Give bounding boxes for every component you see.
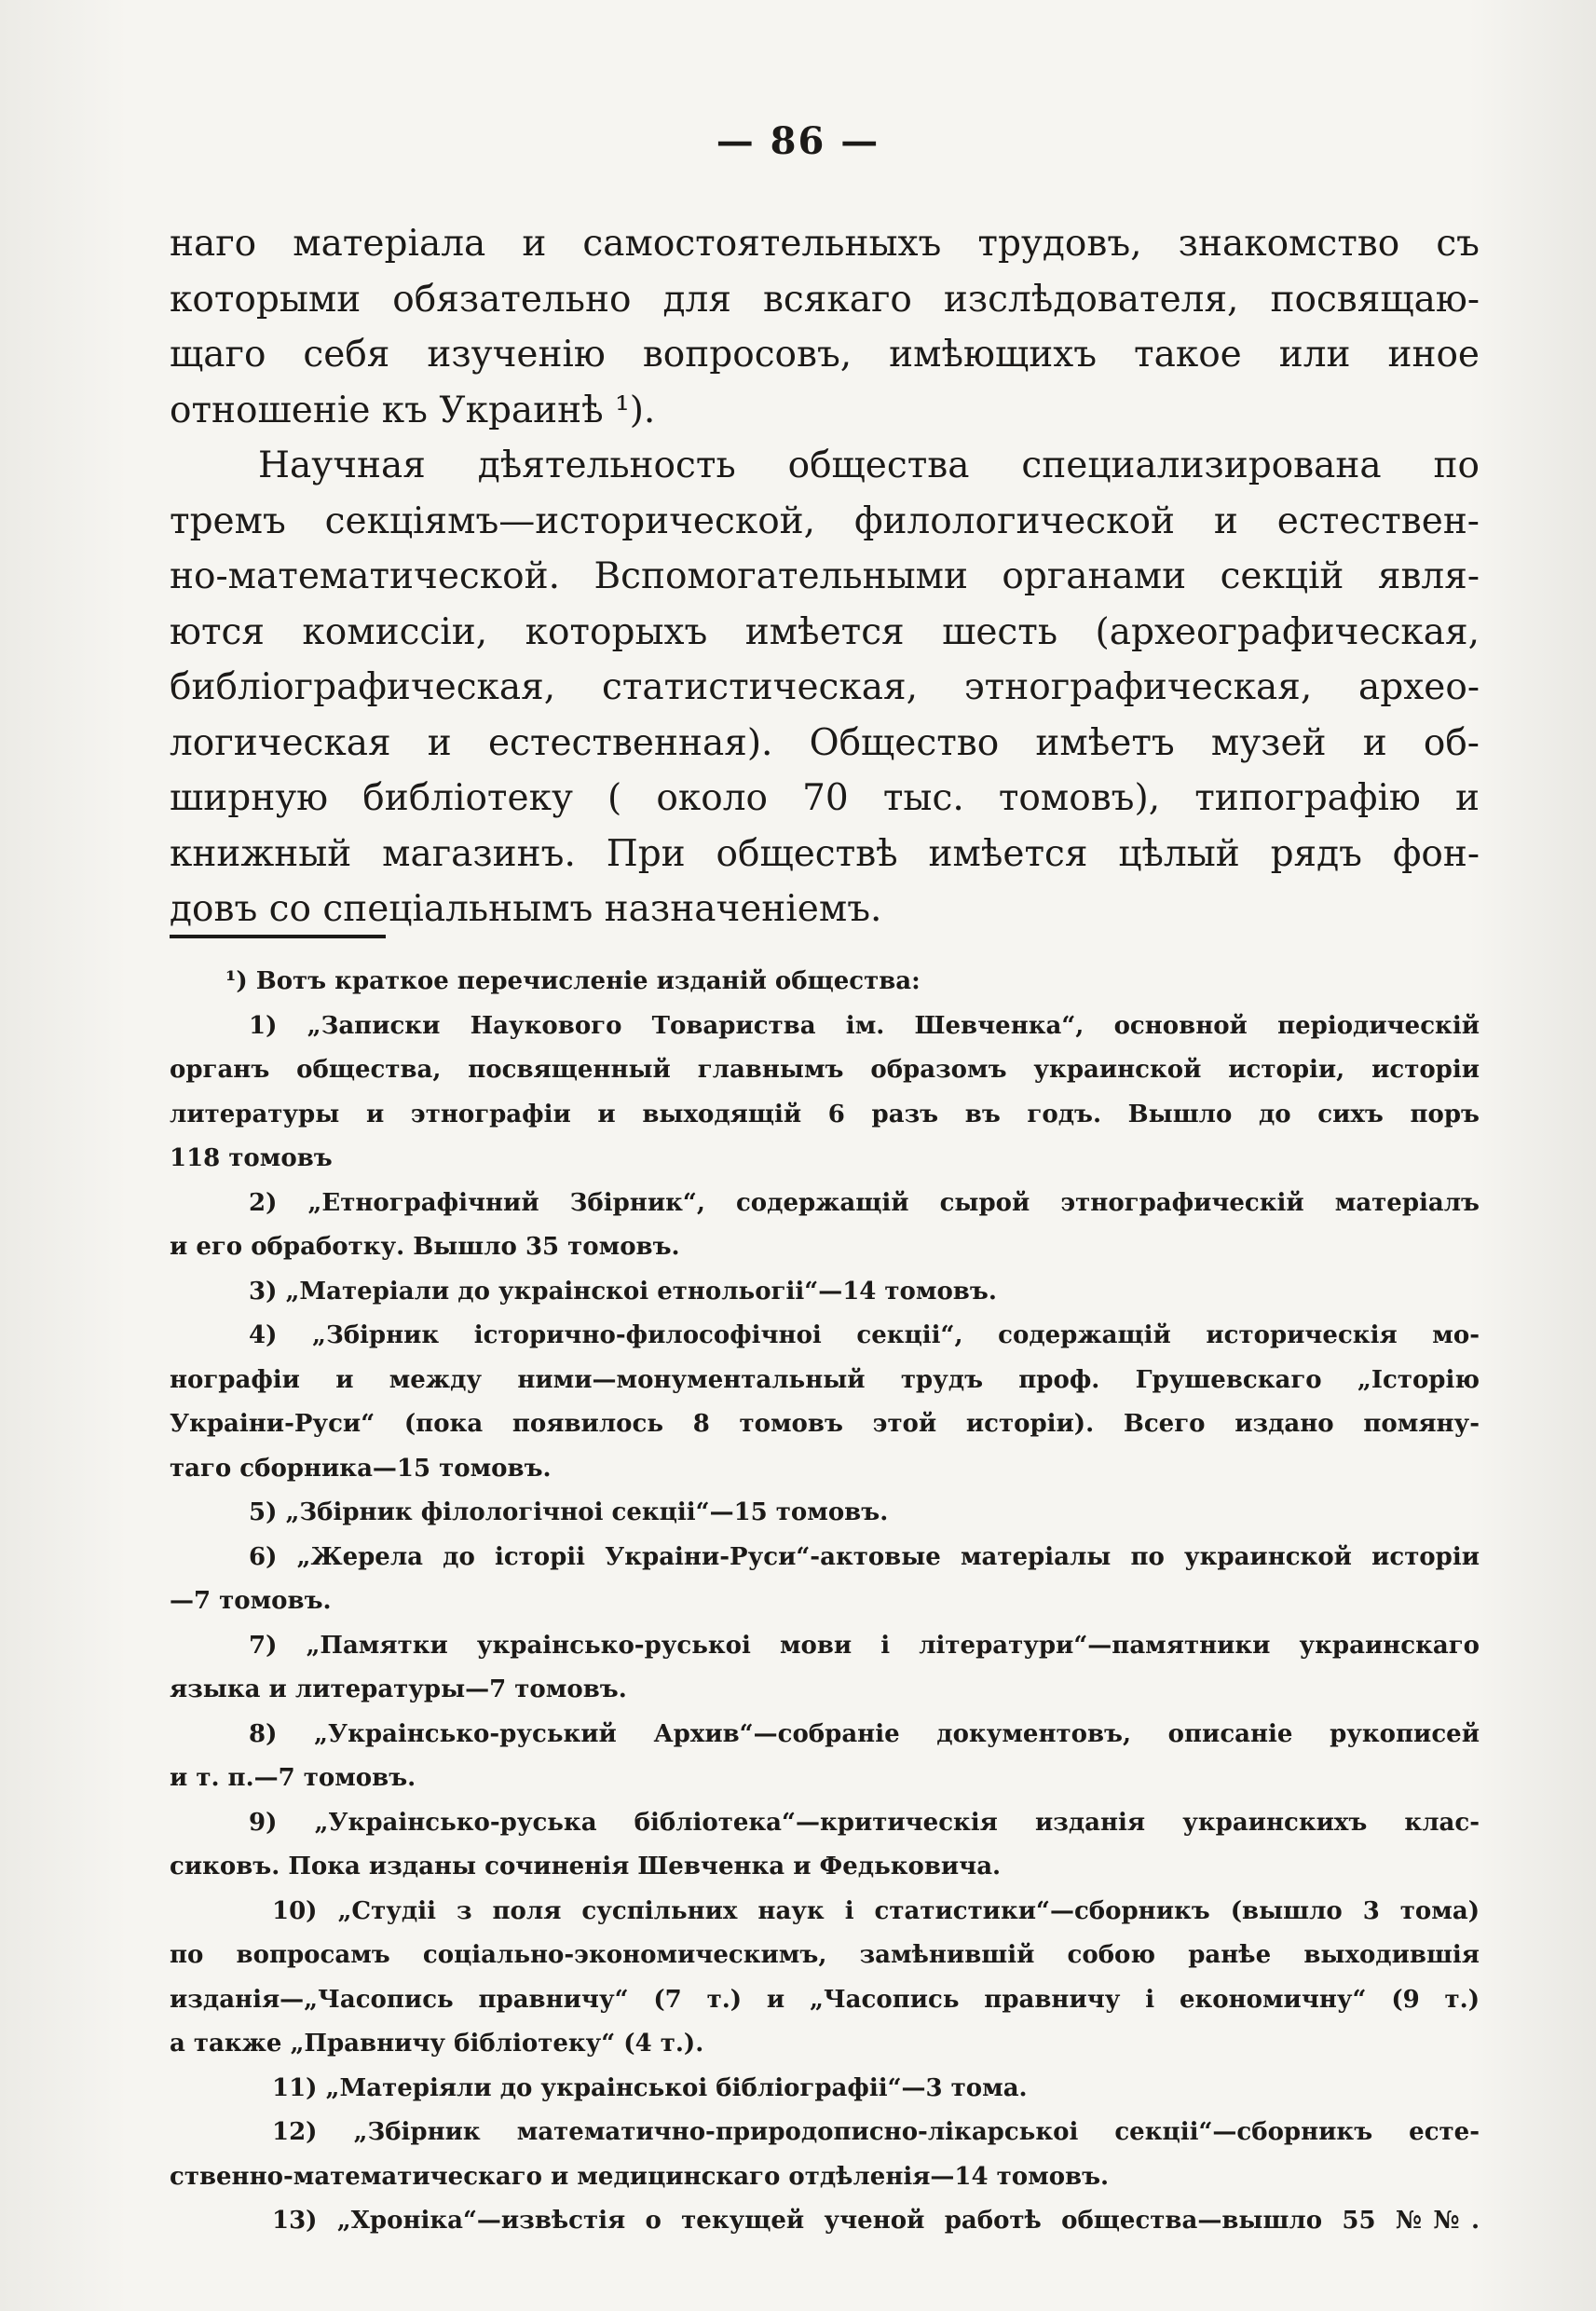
- footnote-line: Украіни-Руси“ (пока появилось 8 томовъ этой исторіи). Всего издано помяну-: [170, 1410, 1480, 1438]
- footnote-line: сиковъ. Пока изданы сочиненія Шевченка и Федьковича.: [170, 1853, 1002, 1880]
- footnote-line: а также „Правничу бібліотеку“ (4 т.).: [170, 2030, 704, 2058]
- footnote-line: нографіи и между ними—монументальный трудъ проф. Грушевскаго „Історію: [170, 1365, 1480, 1394]
- footnote-line: 1) „Записки Наукового Товариства ім. Шевченка“, основной періодическій: [249, 1011, 1480, 1040]
- footnote-line: 6) „Жерела до історіі Украіни-Руси“-актовые матеріалы по украинской исторіи: [249, 1542, 1480, 1571]
- footnote-line: 13) „Хроніка“—извѣстія о текущей ученой работѣ общества—вышло 55 №№.: [272, 2207, 1480, 2235]
- main-text-line: ширную библіотеку ( около 70 тыс. томовъ), типографію и: [170, 777, 1480, 819]
- footnote-line: 5) „Збірник філологічноі секціі“—15 томовъ.: [249, 1498, 889, 1526]
- footnote-line: 10) „Студіі з поля суспільних наук і статистики“—сборникъ (вышло 3 тома): [272, 1896, 1480, 1925]
- main-text-line: которыми обязательно для всякаго изслѣдователя, посвящаю-: [170, 278, 1480, 321]
- footnotes: [170, 960, 1480, 2244]
- footnote-line: изданія—„Часопись правничу“ (7 т.) и „Часопись правничу і економичну“ (9 т.): [170, 1985, 1480, 2014]
- footnote-line: 3) „Матеріали до украінскоі етнольогіі“—14 томовъ.: [249, 1277, 997, 1306]
- main-text-line: отношеніе къ Украинѣ ¹).: [170, 389, 656, 431]
- footnote-line: ¹) Вотъ краткое перечисленіе изданій общества:: [225, 967, 921, 995]
- footnote-line: литературы и этнографіи и выходящій 6 разъ въ годъ. Вышло до сихъ поръ: [170, 1100, 1480, 1128]
- footnote-line: 9) „Украінсько-руська бібліотека“—критическія изданія украинскихъ клас-: [249, 1808, 1480, 1837]
- footnote-separator: [170, 935, 386, 938]
- footnote-line: 2) „Етнографічний Збірник“, содержащій сырой этнографическій матеріалъ: [249, 1188, 1480, 1217]
- main-text-line: книжный магазинъ. При обществѣ имѣется цѣлый рядъ фон-: [170, 832, 1480, 875]
- main-text-line: но-математической. Вспомогательными органами секцій явля-: [170, 555, 1480, 597]
- footnote-line: —7 томовъ.: [170, 1587, 332, 1615]
- footnote-line: таго сборника—15 томовъ.: [170, 1454, 552, 1483]
- footnote-line: 8) „Украінсько-руський Архив“—собраніе документовъ, описаніе рукописей: [249, 1719, 1480, 1748]
- main-text-line: щаго себя изученію вопросовъ, имѣющихъ такое или иное: [170, 334, 1480, 376]
- main-text-line: ются комиссіи, которыхъ имѣется шесть (археографическая,: [170, 610, 1480, 653]
- footnote-line: 7) „Памятки украінсько-руськоі мови і літератури“—памятники украинскаго: [249, 1631, 1480, 1660]
- footnote-line: 118 томовъ: [170, 1144, 333, 1172]
- main-text-line: наго матеріала и самостоятельныхъ трудовъ, знакомство съ: [170, 223, 1480, 265]
- footnote-line: 11) „Матеріяли до украінськоі бібліографіі“—3 тома.: [272, 2073, 1028, 2102]
- main-text-line: логическая и естественная). Общество имѣетъ музей и об-: [170, 721, 1480, 764]
- footnote-line: и т. п.—7 томовъ.: [170, 1764, 416, 1792]
- main-text-line: довъ со спеціальнымъ назначеніемъ.: [170, 888, 882, 930]
- footnote-line: ственно-математическаго и медицинскаго отдѣленія—14 томовъ.: [170, 2162, 1110, 2191]
- footnote-line: по вопросамъ соціально-экономическимъ, замѣнившій собою ранѣе выходившія: [170, 1941, 1480, 1969]
- page-number: — 86 —: [716, 119, 880, 163]
- main-text: [170, 216, 1480, 937]
- main-text-line: Научная дѣятельность общества специализирована по: [258, 444, 1480, 486]
- footnote-line: 4) „Збірник історично-философічноі секціі“, содержащій историческія мо-: [249, 1321, 1480, 1349]
- footnote-line: и его обработку. Вышло 35 томовъ.: [170, 1233, 680, 1261]
- footnote-line: органъ общества, посвященный главнымъ образомъ украинской исторіи, исторіи: [170, 1056, 1480, 1084]
- main-text-line: тремъ секціямъ—исторической, филологической и естествен-: [170, 499, 1480, 542]
- footnote-line: 12) „Збірник математично-природописно-лікарськоі секціі“—сборникъ есте-: [272, 2118, 1480, 2146]
- main-text-line: библіографическая, статистическая, этнографическая, архео-: [170, 666, 1480, 708]
- footnote-line: языка и литературы—7 томовъ.: [170, 1675, 627, 1703]
